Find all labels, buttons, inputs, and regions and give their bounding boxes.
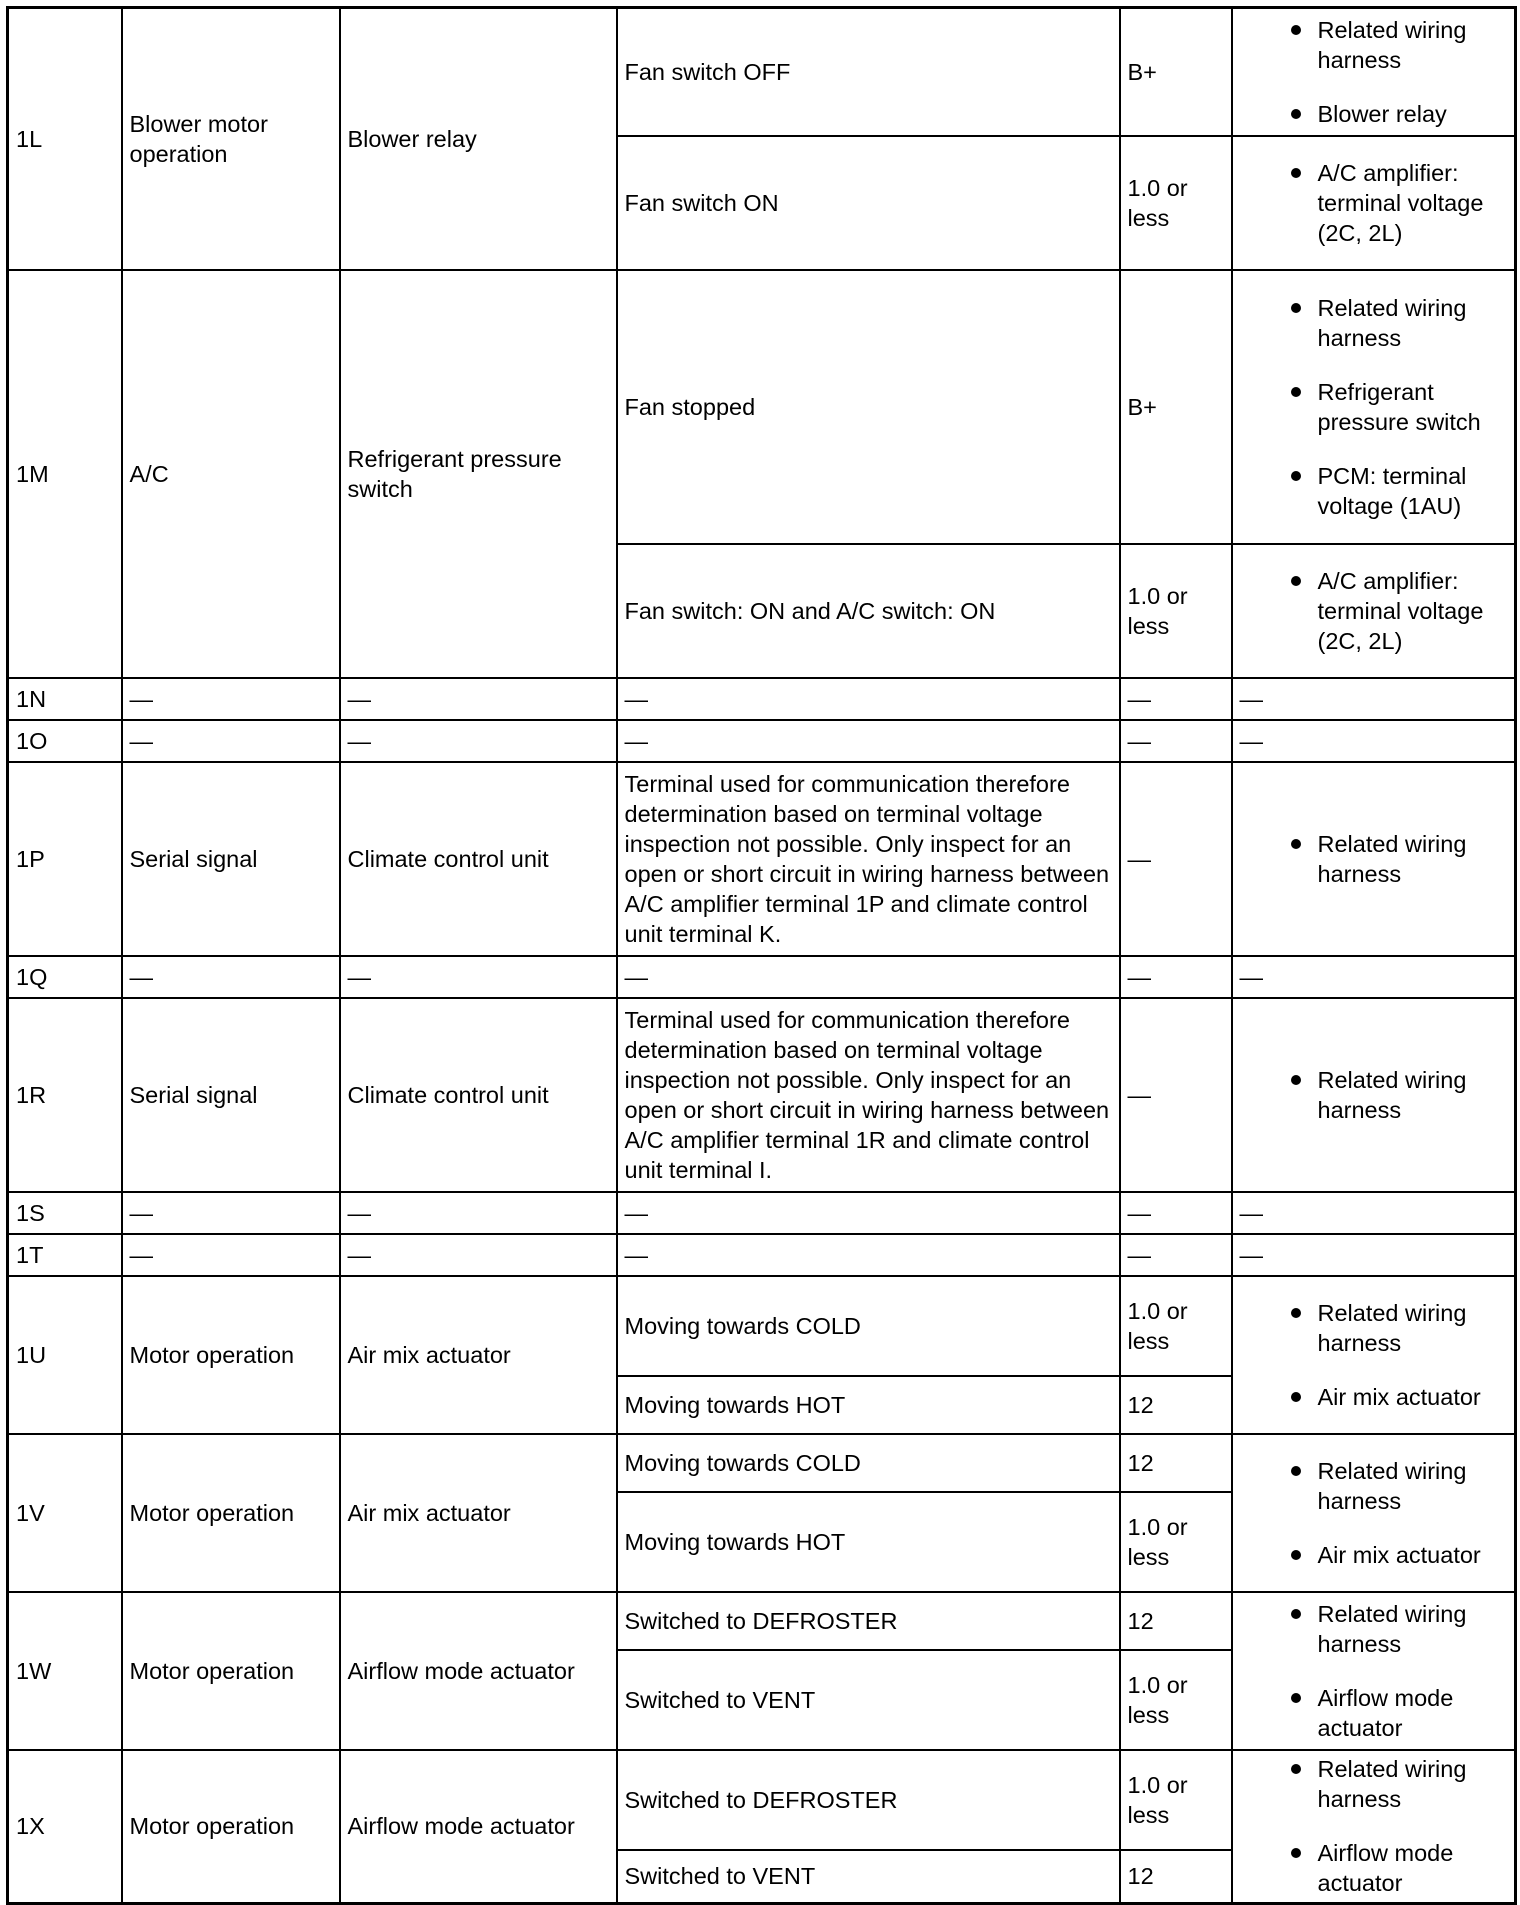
connected-to-cell: —: [340, 678, 617, 720]
action-cell: —: [1232, 1192, 1516, 1234]
terminal-cell: 1V: [8, 1434, 122, 1592]
voltage-cell: B+: [1120, 8, 1232, 136]
condition-cell: Terminal used for communication therefore determination based on terminal voltage inspection not possible. Only inspect for an open or short circuit in wiring harness between A/C amplifier terminal 1P and climate control unit terminal K.: [617, 762, 1120, 956]
table-row: [8, 1276, 1516, 1376]
connected-to-cell: —: [340, 1192, 617, 1234]
signal-cell: —: [122, 1234, 340, 1276]
action-item: Related wiring harness: [1240, 1298, 1508, 1358]
connected-to-cell: Airflow mode actuator: [340, 1750, 617, 1904]
terminal-voltage-table: [6, 6, 1517, 1905]
action-item: Related wiring harness: [1240, 15, 1508, 75]
terminal-cell: 1T: [8, 1234, 122, 1276]
table-row: [8, 1592, 1516, 1650]
voltage-cell: 12: [1120, 1592, 1232, 1650]
action-cell: —: [1232, 678, 1516, 720]
signal-cell: —: [122, 1192, 340, 1234]
voltage-cell: —: [1120, 762, 1232, 956]
signal-cell: Serial signal: [122, 998, 340, 1192]
action-cell: [1232, 544, 1516, 678]
voltage-cell: 12: [1120, 1850, 1232, 1904]
signal-cell: —: [122, 678, 340, 720]
action-cell: —: [1232, 956, 1516, 998]
condition-cell: —: [617, 720, 1120, 762]
action-item: Refrigerant pressure switch: [1240, 377, 1508, 437]
action-item: Related wiring harness: [1240, 1754, 1508, 1814]
action-cell: [1232, 8, 1516, 136]
action-item: Related wiring harness: [1240, 1599, 1508, 1659]
condition-cell: Switched to DEFROSTER: [617, 1592, 1120, 1650]
table-row: [8, 1750, 1516, 1850]
action-item: Airflow mode actuator: [1240, 1838, 1508, 1898]
connected-to-cell: Air mix actuator: [340, 1276, 617, 1434]
connected-to-cell: Climate control unit: [340, 998, 617, 1192]
voltage-cell: B+: [1120, 270, 1232, 544]
action-cell: [1232, 1434, 1516, 1592]
action-cell: —: [1232, 1234, 1516, 1276]
terminal-cell: 1M: [8, 270, 122, 678]
terminal-cell: 1R: [8, 998, 122, 1192]
action-cell: [1232, 1592, 1516, 1750]
table-row: [8, 678, 1516, 720]
table-row: [8, 1234, 1516, 1276]
action-cell: [1232, 998, 1516, 1192]
table-row: [8, 956, 1516, 998]
table-row: [8, 762, 1516, 956]
action-item: Related wiring harness: [1240, 293, 1508, 353]
condition-cell: Moving towards HOT: [617, 1376, 1120, 1434]
signal-cell: —: [122, 956, 340, 998]
action-item: Air mix actuator: [1240, 1382, 1508, 1412]
condition-cell: Moving towards HOT: [617, 1492, 1120, 1592]
terminal-cell: 1P: [8, 762, 122, 956]
action-item: PCM: terminal voltage (1AU): [1240, 461, 1508, 521]
table-row: [8, 998, 1516, 1192]
terminal-cell: 1U: [8, 1276, 122, 1434]
action-item: A/C amplifier: terminal voltage (2C, 2L): [1240, 566, 1508, 656]
voltage-cell: —: [1120, 678, 1232, 720]
action-cell: [1232, 1276, 1516, 1434]
connected-to-cell: —: [340, 1234, 617, 1276]
signal-cell: Motor operation: [122, 1750, 340, 1904]
condition-cell: —: [617, 678, 1120, 720]
condition-cell: Fan switch: ON and A/C switch: ON: [617, 544, 1120, 678]
voltage-cell: —: [1120, 1234, 1232, 1276]
condition-cell: Fan switch OFF: [617, 8, 1120, 136]
table-row: [8, 270, 1516, 544]
signal-cell: A/C: [122, 270, 340, 678]
voltage-cell: 1.0 or less: [1120, 1750, 1232, 1850]
connected-to-cell: Climate control unit: [340, 762, 617, 956]
connected-to-cell: Refrigerant pressure switch: [340, 270, 617, 678]
condition-cell: —: [617, 1234, 1120, 1276]
voltage-cell: —: [1120, 998, 1232, 1192]
table-row: [8, 1434, 1516, 1492]
connected-to-cell: —: [340, 956, 617, 998]
signal-cell: —: [122, 720, 340, 762]
terminal-cell: 1Q: [8, 956, 122, 998]
voltage-cell: —: [1120, 1192, 1232, 1234]
connected-to-cell: Airflow mode actuator: [340, 1592, 617, 1750]
connected-to-cell: Air mix actuator: [340, 1434, 617, 1592]
condition-cell: Switched to DEFROSTER: [617, 1750, 1120, 1850]
voltage-cell: 12: [1120, 1376, 1232, 1434]
action-cell: —: [1232, 720, 1516, 762]
voltage-cell: 1.0 or less: [1120, 1276, 1232, 1376]
action-item: Air mix actuator: [1240, 1540, 1508, 1570]
condition-cell: Fan stopped: [617, 270, 1120, 544]
condition-cell: —: [617, 956, 1120, 998]
voltage-cell: —: [1120, 720, 1232, 762]
action-item: Related wiring harness: [1240, 829, 1508, 889]
connected-to-cell: —: [340, 720, 617, 762]
action-cell: [1232, 270, 1516, 544]
table-row: [8, 8, 1516, 136]
voltage-cell: 1.0 or less: [1120, 544, 1232, 678]
condition-cell: Moving towards COLD: [617, 1434, 1120, 1492]
condition-cell: Fan switch ON: [617, 136, 1120, 270]
terminal-cell: 1L: [8, 8, 122, 270]
action-cell: [1232, 1750, 1516, 1904]
condition-cell: Switched to VENT: [617, 1850, 1120, 1904]
action-cell: [1232, 762, 1516, 956]
action-item: Blower relay: [1240, 99, 1508, 129]
voltage-cell: 12: [1120, 1434, 1232, 1492]
voltage-cell: 1.0 or less: [1120, 1650, 1232, 1750]
voltage-cell: —: [1120, 956, 1232, 998]
action-item: Airflow mode actuator: [1240, 1683, 1508, 1743]
connected-to-cell: Blower relay: [340, 8, 617, 270]
signal-cell: Motor operation: [122, 1592, 340, 1750]
condition-cell: Terminal used for communication therefore determination based on terminal voltage inspection not possible. Only inspect for an open or short circuit in wiring harness between A/C amplifier terminal 1R and climate control unit terminal I.: [617, 998, 1120, 1192]
terminal-inspection-sheet: [6, 6, 1514, 1905]
signal-cell: Motor operation: [122, 1276, 340, 1434]
voltage-cell: 1.0 or less: [1120, 1492, 1232, 1592]
action-item: Related wiring harness: [1240, 1065, 1508, 1125]
voltage-cell: 1.0 or less: [1120, 136, 1232, 270]
signal-cell: Blower motor operation: [122, 8, 340, 270]
signal-cell: Serial signal: [122, 762, 340, 956]
terminal-cell: 1W: [8, 1592, 122, 1750]
action-cell: [1232, 136, 1516, 270]
signal-cell: Motor operation: [122, 1434, 340, 1592]
condition-cell: Switched to VENT: [617, 1650, 1120, 1750]
action-item: Related wiring harness: [1240, 1456, 1508, 1516]
condition-cell: Moving towards COLD: [617, 1276, 1120, 1376]
table-row: [8, 1192, 1516, 1234]
terminal-cell: 1N: [8, 678, 122, 720]
terminal-cell: 1X: [8, 1750, 122, 1904]
table-row: [8, 720, 1516, 762]
terminal-cell: 1S: [8, 1192, 122, 1234]
action-item: A/C amplifier: terminal voltage (2C, 2L): [1240, 158, 1508, 248]
condition-cell: —: [617, 1192, 1120, 1234]
terminal-cell: 1O: [8, 720, 122, 762]
